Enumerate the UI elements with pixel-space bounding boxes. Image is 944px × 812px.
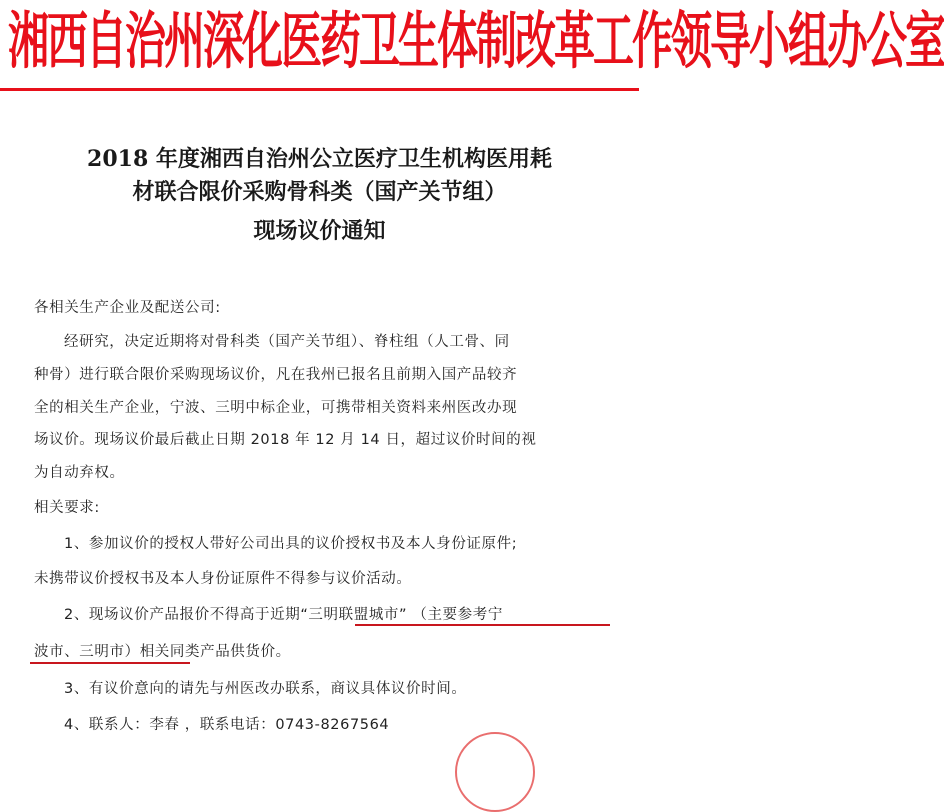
- requirement-item-1-line-2: 未携带议价授权书及本人身份证原件不得参与议价活动。: [34, 571, 412, 587]
- notice-title-line-1: 2018 年度湘西自治州公立医疗卫生机构医用耗: [87, 146, 552, 172]
- paragraph-line: 为自动弃权。: [34, 465, 125, 481]
- paragraph-line: 全的相关生产企业，宁波、三明中标企业，可携带相关资料来州医改办现: [34, 400, 518, 416]
- highlight-underline: [30, 662, 190, 664]
- notice-title-line-2: 材联合限价采购骨科类（国产关节组）: [132, 179, 507, 205]
- paragraph-line: 经研究，决定近期将对骨科类（国产关节组）、脊柱组（人工骨、同: [64, 334, 510, 350]
- salutation: 各相关生产企业及配送公司:: [34, 300, 221, 316]
- requirement-item-3: 3、有议价意向的请先与州医改办联系，商议具体议价时间。: [64, 681, 467, 697]
- requirement-item-2-line-2: 波市、三明市）相关同类产品供货价。: [34, 644, 291, 660]
- notice-title-line-3: 现场议价通知: [253, 218, 386, 244]
- issuer-header: 湘西自治州深化医药卫生体制改革工作领导小组办公室: [8, 5, 944, 77]
- requirement-item-4: 4、联系人：李春 ，联系电话：0743-8267564: [64, 717, 390, 733]
- requirements-heading: 相关要求:: [34, 500, 100, 516]
- highlight-underline: [355, 624, 610, 626]
- header-red-rule: [0, 88, 639, 91]
- paragraph-line: 场议价。现场议价最后截止日期 2018 年 12 月 14 日，超过议价时间的视: [34, 432, 537, 448]
- requirement-item-1-line-1: 1、参加议价的授权人带好公司出具的议价授权书及本人身份证原件;: [64, 536, 518, 552]
- official-seal: [455, 732, 535, 812]
- requirement-item-2-line-1: 2、现场议价产品报价不得高于近期“三明联盟城市” （主要参考宁: [64, 607, 503, 623]
- paragraph-line: 种骨）进行联合限价采购现场议价，凡在我州已报名且前期入国产品较齐: [34, 367, 518, 383]
